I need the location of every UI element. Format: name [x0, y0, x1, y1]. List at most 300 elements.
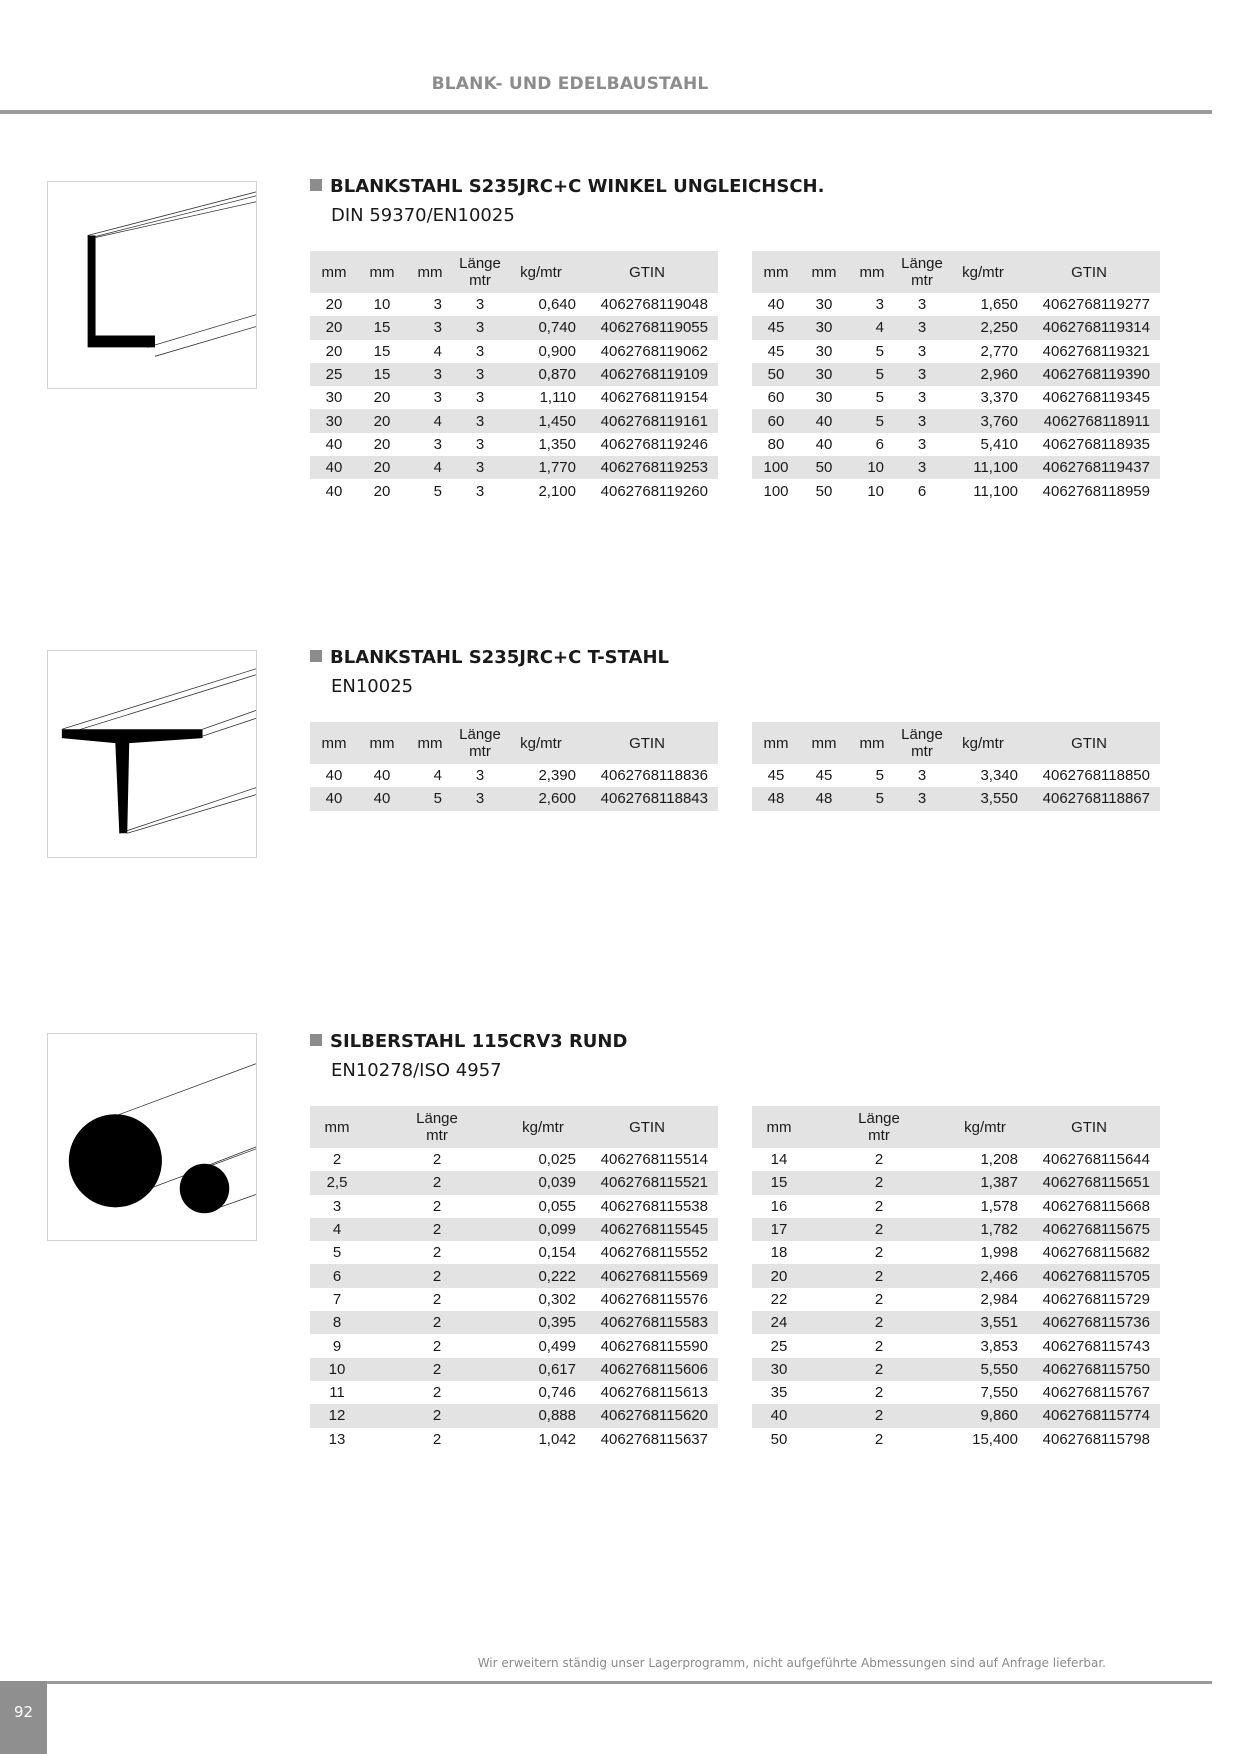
table-cell: 25	[770, 1337, 788, 1355]
table-cell: 4062768118867	[1042, 790, 1150, 808]
t-profile-image	[47, 650, 257, 858]
table-cell: 3	[475, 412, 485, 430]
table-cell: 2,600	[538, 790, 576, 808]
table-cell: 0,617	[538, 1360, 576, 1378]
table-row	[752, 386, 1160, 409]
table-row	[310, 787, 718, 810]
table-cell: 2	[874, 1221, 884, 1239]
table-cell: 4062768115606	[600, 1360, 708, 1378]
tsteel-table-right	[752, 722, 1160, 811]
table-cell: 15	[373, 366, 391, 384]
table-row	[752, 456, 1160, 479]
table-cell: 4062768115705	[1042, 1267, 1150, 1285]
section-title-text: SILBERSTAHL 115CRV3 RUND	[330, 1031, 628, 1052]
column-header: mm	[417, 263, 443, 281]
column-header: mm	[417, 734, 443, 752]
column-header: Länge mtr	[459, 255, 501, 289]
table-cell: 0,099	[538, 1221, 576, 1239]
table-cell: 5	[875, 389, 884, 407]
table-cell: 2	[874, 1314, 884, 1332]
table-row	[310, 409, 718, 432]
column-header: GTIN	[629, 263, 665, 281]
table-row	[310, 1241, 718, 1264]
table-cell: 4062768119321	[1042, 342, 1150, 360]
table-cell: 3	[917, 435, 927, 453]
table-row	[752, 433, 1160, 456]
table-cell: 100	[763, 482, 789, 500]
table-cell: 3	[475, 790, 485, 808]
table-cell: 2,5	[326, 1174, 348, 1192]
table-cell: 30	[770, 1360, 788, 1378]
table-cell: 4	[875, 319, 884, 337]
table-cell: 2	[874, 1407, 884, 1425]
table-cell: 40	[815, 412, 833, 430]
table-cell: 4062768115521	[600, 1174, 708, 1192]
table-cell: 15	[770, 1174, 788, 1192]
table-cell: 2	[432, 1174, 442, 1192]
table-cell: 1,782	[980, 1221, 1018, 1239]
table-cell: 80	[767, 435, 785, 453]
table-cell: 8	[332, 1314, 342, 1332]
table-cell: 4062768115729	[1042, 1290, 1150, 1308]
table-cell: 0,740	[538, 319, 576, 337]
table-row	[752, 316, 1160, 339]
table-row	[752, 1381, 1160, 1404]
table-cell: 2	[874, 1244, 884, 1262]
table-cell: 4062768119161	[600, 412, 708, 430]
table-cell: 20	[325, 342, 343, 360]
column-header: mm	[766, 1118, 792, 1136]
table-cell: 2,466	[980, 1267, 1018, 1285]
table-cell: 2	[874, 1360, 884, 1378]
table-cell: 4062768115767	[1042, 1384, 1150, 1402]
table-cell: 1,450	[538, 412, 576, 430]
table-row	[752, 293, 1160, 316]
table-cell: 1,208	[980, 1151, 1018, 1169]
table-row	[752, 1288, 1160, 1311]
table-row	[310, 1358, 718, 1381]
table-cell: 0,222	[538, 1267, 576, 1285]
table-cell: 3	[917, 767, 927, 785]
table-cell: 40	[325, 435, 343, 453]
table-cell: 4062768119345	[1042, 389, 1150, 407]
table-cell: 1,042	[538, 1430, 576, 1448]
table-cell: 2	[432, 1337, 442, 1355]
column-header: kg/mtr	[520, 263, 562, 281]
page-number: 92	[0, 1681, 47, 1754]
table-cell: 2	[874, 1197, 884, 1215]
table-row	[310, 1288, 718, 1311]
table-cell: 4062768119109	[600, 366, 708, 384]
table-cell: 4062768119437	[1042, 459, 1150, 477]
table-cell: 2	[874, 1290, 884, 1308]
table-cell: 4062768115743	[1042, 1337, 1150, 1355]
table-cell: 3	[917, 296, 927, 314]
table-cell: 2	[432, 1384, 442, 1402]
table-cell: 1,110	[539, 389, 576, 407]
column-header: kg/mtr	[522, 1118, 564, 1136]
table-cell: 20	[770, 1267, 788, 1285]
table-cell: 6	[917, 482, 927, 500]
table-cell: 3	[917, 342, 927, 360]
footer-note: Wir erweitern ständig unser Lagerprogramm, nicht aufgeführte Abmessungen sind auf Anfrage lieferbar.	[477, 1656, 1106, 1670]
table-cell: 3	[917, 790, 927, 808]
table-cell: 40	[325, 459, 343, 477]
table-cell: 0,870	[538, 366, 576, 384]
tsteel-table-left	[310, 722, 718, 811]
table-cell: 3	[475, 435, 485, 453]
table-row	[310, 1334, 718, 1357]
table-cell: 40	[770, 1407, 788, 1425]
table-cell: 45	[815, 767, 833, 785]
column-header: GTIN	[629, 1118, 665, 1136]
column-header: Länge mtr	[416, 1110, 458, 1144]
angle-table-left	[310, 251, 718, 503]
table-cell: 4062768119314	[1042, 319, 1150, 337]
section-norm: EN10025	[331, 676, 414, 697]
table-cell: 4	[433, 459, 442, 477]
table-cell: 3,370	[980, 389, 1018, 407]
table-cell: 4062768115668	[1042, 1197, 1150, 1215]
table-cell: 3	[433, 366, 442, 384]
table-cell: 2	[432, 1290, 442, 1308]
table-cell: 4062768115774	[1042, 1407, 1150, 1425]
column-header: GTIN	[1071, 263, 1107, 281]
table-cell: 3,551	[980, 1314, 1018, 1332]
table-cell: 30	[325, 412, 343, 430]
table-cell: 40	[325, 790, 343, 808]
table-row	[310, 1171, 718, 1194]
table-cell: 2	[874, 1430, 884, 1448]
section-title	[310, 176, 824, 197]
table-cell: 0,395	[538, 1314, 576, 1332]
table-cell: 3	[475, 296, 485, 314]
table-header-row	[310, 722, 718, 764]
table-cell: 3	[475, 767, 485, 785]
table-cell: 4062768115675	[1042, 1221, 1150, 1239]
table-cell: 2	[432, 1197, 442, 1215]
table-cell: 5	[332, 1244, 342, 1262]
table-cell: 4062768115583	[600, 1314, 708, 1332]
table-cell: 50	[767, 366, 785, 384]
table-cell: 40	[325, 767, 343, 785]
bullet-square-icon	[310, 1034, 322, 1046]
table-cell: 4062768115514	[600, 1151, 708, 1169]
table-cell: 4062768115569	[600, 1267, 708, 1285]
table-cell: 5	[433, 790, 442, 808]
table-cell: 2	[332, 1151, 342, 1169]
table-cell: 0,888	[538, 1407, 576, 1425]
table-cell: 20	[373, 482, 391, 500]
table-cell: 10	[328, 1360, 346, 1378]
column-header: GTIN	[629, 734, 665, 752]
table-cell: 30	[815, 366, 833, 384]
table-row	[752, 1218, 1160, 1241]
table-cell: 18	[770, 1244, 788, 1262]
table-row	[310, 456, 718, 479]
table-cell: 4062768119260	[600, 482, 708, 500]
table-row	[310, 363, 718, 386]
table-row	[310, 1381, 718, 1404]
table-cell: 15,400	[972, 1430, 1018, 1448]
table-cell: 0,499	[538, 1337, 576, 1355]
section-title	[310, 647, 669, 668]
table-cell: 12	[328, 1407, 346, 1425]
table-row	[752, 340, 1160, 363]
table-row	[310, 1311, 718, 1334]
table-cell: 3	[917, 412, 927, 430]
bullet-square-icon	[310, 179, 322, 191]
table-cell: 2	[432, 1221, 442, 1239]
table-cell: 5,550	[980, 1360, 1018, 1378]
table-cell: 4	[433, 767, 442, 785]
table-cell: 50	[815, 459, 833, 477]
table-cell: 4062768119062	[600, 342, 708, 360]
table-row	[752, 409, 1160, 432]
table-cell: 48	[815, 790, 833, 808]
table-cell: 4	[332, 1221, 342, 1239]
table-cell: 2,250	[980, 319, 1018, 337]
table-cell: 4062768115736	[1042, 1314, 1150, 1332]
table-cell: 3	[475, 389, 485, 407]
table-cell: 2,984	[980, 1290, 1018, 1308]
table-cell: 1,387	[980, 1174, 1018, 1192]
table-cell: 3	[917, 319, 927, 337]
table-cell: 2	[874, 1384, 884, 1402]
table-cell: 22	[770, 1290, 788, 1308]
table-row	[310, 386, 718, 409]
table-row	[752, 787, 1160, 810]
table-header-row	[310, 251, 718, 293]
table-cell: 5	[875, 412, 884, 430]
round-table-right	[752, 1106, 1160, 1451]
table-cell: 17	[770, 1221, 788, 1239]
table-cell: 5	[875, 767, 884, 785]
table-cell: 2	[432, 1267, 442, 1285]
table-row	[310, 340, 718, 363]
column-header: kg/mtr	[962, 263, 1004, 281]
column-header: mm	[324, 1118, 350, 1136]
table-row	[310, 316, 718, 339]
table-cell: 5,410	[980, 435, 1018, 453]
table-cell: 20	[373, 389, 391, 407]
column-header: mm	[321, 263, 347, 281]
table-cell: 45	[767, 342, 785, 360]
column-header: mm	[763, 734, 789, 752]
table-cell: 3	[433, 319, 442, 337]
table-row	[310, 1264, 718, 1287]
table-cell: 60	[767, 389, 785, 407]
table-cell: 0,055	[538, 1197, 576, 1215]
table-cell: 15	[373, 319, 391, 337]
table-cell: 40	[325, 482, 343, 500]
table-cell: 30	[815, 296, 833, 314]
table-cell: 20	[373, 412, 391, 430]
table-cell: 50	[815, 482, 833, 500]
column-header: Länge mtr	[858, 1110, 900, 1144]
table-cell: 0,746	[538, 1384, 576, 1402]
table-cell: 4062768119253	[600, 459, 708, 477]
table-cell: 0,025	[538, 1151, 576, 1169]
column-header: Länge mtr	[459, 726, 501, 760]
table-cell: 16	[770, 1197, 788, 1215]
table-cell: 4062768115590	[600, 1337, 708, 1355]
table-cell: 1,650	[980, 296, 1018, 314]
table-row	[752, 1311, 1160, 1334]
table-cell: 3,760	[980, 412, 1018, 430]
table-cell: 10	[373, 296, 391, 314]
table-header-row	[752, 722, 1160, 764]
table-cell: 2	[432, 1360, 442, 1378]
table-cell: 0,039	[538, 1174, 576, 1192]
table-cell: 60	[767, 412, 785, 430]
table-cell: 2	[432, 1244, 442, 1262]
table-cell: 3,853	[980, 1337, 1018, 1355]
table-cell: 3	[332, 1197, 342, 1215]
table-cell: 1,770	[538, 459, 576, 477]
table-cell: 2	[874, 1151, 884, 1169]
section-norm: DIN 59370/EN10025	[331, 205, 515, 226]
table-cell: 4062768115682	[1042, 1244, 1150, 1262]
table-row	[752, 1241, 1160, 1264]
table-row	[752, 764, 1160, 787]
table-cell: 5	[875, 366, 884, 384]
table-row	[310, 433, 718, 456]
table-cell: 35	[770, 1384, 788, 1402]
section-title-text: BLANKSTAHL S235JRC+C T-STAHL	[330, 647, 669, 668]
table-cell: 2	[432, 1407, 442, 1425]
table-cell: 4062768115637	[600, 1430, 708, 1448]
table-cell: 9	[332, 1337, 342, 1355]
table-cell: 40	[815, 435, 833, 453]
table-cell: 4062768115798	[1042, 1430, 1150, 1448]
table-row	[310, 764, 718, 787]
table-cell: 0,302	[538, 1290, 576, 1308]
table-cell: 4062768119048	[600, 296, 708, 314]
column-header: mm	[369, 734, 395, 752]
table-cell: 11,100	[973, 459, 1018, 477]
table-cell: 2	[432, 1151, 442, 1169]
table-cell: 3	[475, 459, 485, 477]
table-cell: 4	[433, 412, 442, 430]
table-cell: 4062768115651	[1042, 1174, 1150, 1192]
table-cell: 24	[770, 1314, 788, 1332]
table-cell: 20	[325, 296, 343, 314]
table-cell: 13	[328, 1430, 346, 1448]
column-header: mm	[811, 263, 837, 281]
table-row	[310, 1428, 718, 1451]
table-cell: 4062768118836	[600, 767, 708, 785]
column-header: GTIN	[1071, 1118, 1107, 1136]
table-cell: 30	[815, 319, 833, 337]
table-cell: 3	[475, 342, 485, 360]
table-cell: 5	[875, 342, 884, 360]
table-cell: 4062768118959	[1042, 482, 1150, 500]
table-cell: 1,350	[538, 435, 576, 453]
table-row	[752, 1428, 1160, 1451]
column-header: mm	[811, 734, 837, 752]
section-title-text: BLANKSTAHL S235JRC+C WINKEL UNGLEICHSCH.	[330, 176, 825, 197]
table-row	[310, 1148, 718, 1171]
table-cell: 7	[332, 1290, 342, 1308]
table-cell: 2,390	[538, 767, 576, 785]
table-row	[752, 479, 1160, 502]
page-header-title: BLANK- UND EDELBAUSTAHL	[431, 74, 709, 94]
table-row	[752, 1195, 1160, 1218]
table-cell: 48	[767, 790, 785, 808]
table-cell: 3,550	[980, 790, 1018, 808]
table-cell: 4062768115750	[1042, 1360, 1150, 1378]
table-cell: 20	[373, 435, 391, 453]
table-cell: 45	[767, 767, 785, 785]
section-title	[310, 1031, 627, 1052]
table-cell: 4062768119055	[600, 319, 708, 337]
table-cell: 14	[770, 1151, 788, 1169]
header-divider	[0, 110, 1212, 114]
table-cell: 5	[875, 790, 884, 808]
table-cell: 25	[325, 366, 343, 384]
column-header: mm	[369, 263, 395, 281]
table-cell: 1,578	[980, 1197, 1018, 1215]
table-cell: 4062768118911	[1043, 412, 1150, 430]
table-cell: 2,770	[980, 342, 1018, 360]
column-header: kg/mtr	[520, 734, 562, 752]
table-cell: 2	[432, 1430, 442, 1448]
round-table-left	[310, 1106, 718, 1451]
column-header: mm	[763, 263, 789, 281]
table-header-row	[752, 251, 1160, 293]
angle-profile-image	[47, 181, 257, 389]
table-row	[310, 1218, 718, 1241]
table-cell: 6	[332, 1267, 342, 1285]
table-cell: 2,960	[980, 366, 1018, 384]
table-row	[310, 1404, 718, 1427]
table-cell: 0,900	[538, 342, 576, 360]
table-cell: 2	[874, 1174, 884, 1192]
table-cell: 3	[917, 366, 927, 384]
table-cell: 4062768118843	[600, 790, 708, 808]
table-cell: 4062768115552	[600, 1244, 708, 1262]
table-row	[752, 1148, 1160, 1171]
table-cell: 3	[475, 482, 485, 500]
table-cell: 4062768115644	[1042, 1151, 1150, 1169]
column-header: mm	[859, 263, 885, 281]
table-cell: 9,860	[980, 1407, 1018, 1425]
table-cell: 0,640	[538, 296, 576, 314]
table-cell: 3	[475, 366, 485, 384]
table-cell: 6	[875, 435, 884, 453]
table-cell: 3	[433, 389, 442, 407]
table-row	[752, 1358, 1160, 1381]
table-cell: 7,550	[980, 1384, 1018, 1402]
column-header: kg/mtr	[964, 1118, 1006, 1136]
table-cell: 3	[475, 319, 485, 337]
table-cell: 3	[433, 435, 442, 453]
table-cell: 40	[373, 790, 391, 808]
table-row	[310, 293, 718, 316]
table-cell: 30	[815, 342, 833, 360]
table-cell: 40	[373, 767, 391, 785]
table-cell: 30	[325, 389, 343, 407]
angle-table-right	[752, 251, 1160, 503]
table-row	[752, 1334, 1160, 1357]
table-cell: 4062768115545	[600, 1221, 708, 1239]
table-cell: 4062768119390	[1042, 366, 1150, 384]
column-header: GTIN	[1071, 734, 1107, 752]
table-row	[752, 1404, 1160, 1427]
table-cell: 30	[815, 389, 833, 407]
table-cell: 2	[874, 1337, 884, 1355]
